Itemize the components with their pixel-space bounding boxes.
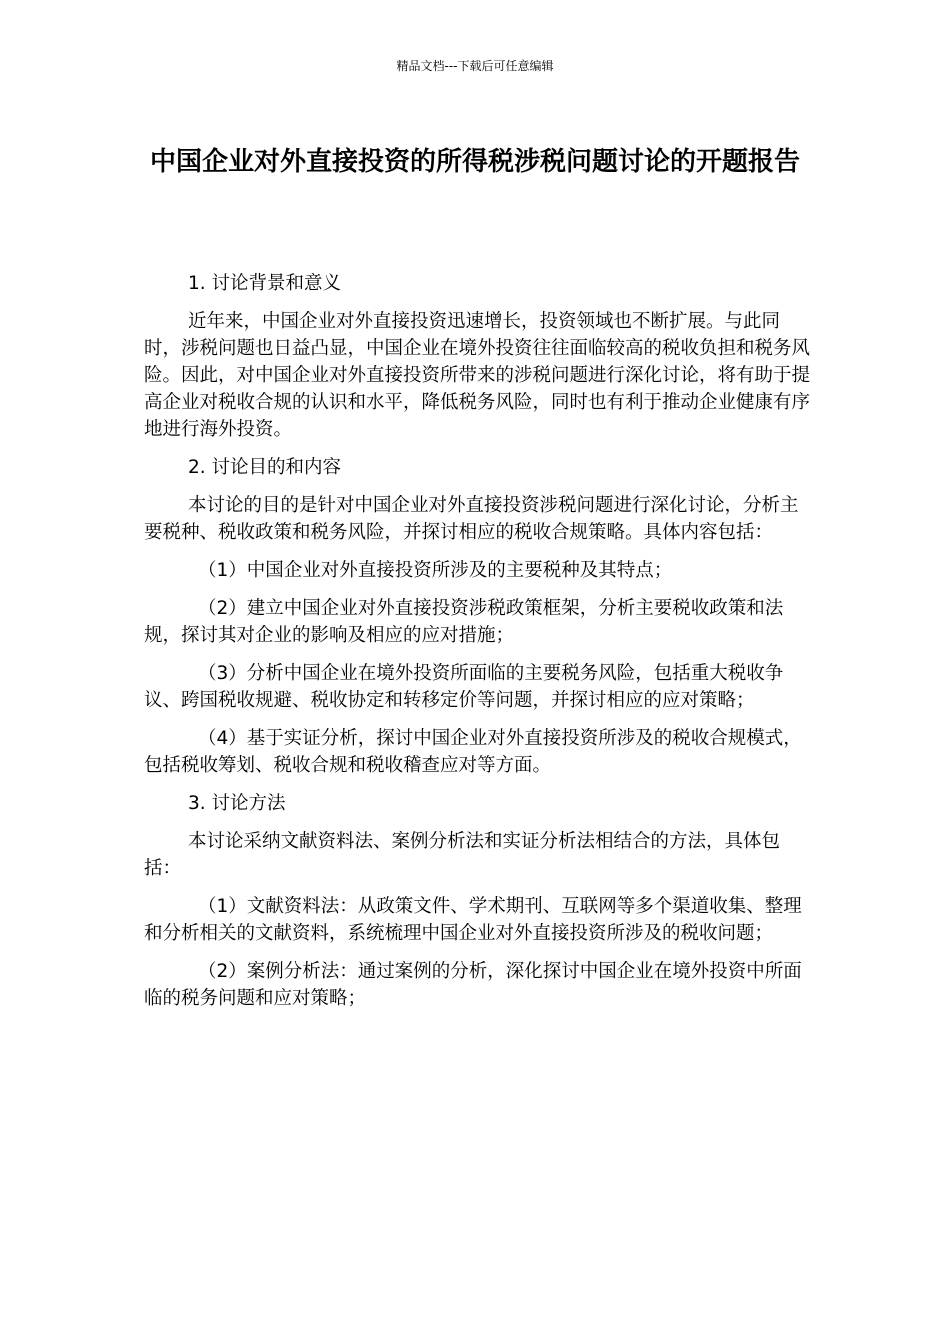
document-title: 中国企业对外直接投资的所得税涉税问题讨论的开题报告 xyxy=(149,147,800,177)
document-body xyxy=(144,270,816,1023)
section-heading-background: 1. 讨论背景和意义 xyxy=(188,273,342,294)
list-item: （1）文献资料法：从政策文件、学术期刊、互联网等多个渠道收集、整理和分析相关的文献资料，系统梳理中国企业对外直接投资所涉及的税收问题； xyxy=(144,896,802,944)
section-heading-purpose: 2. 讨论目的和内容 xyxy=(188,457,342,478)
list-item: （2）建立中国企业对外直接投资涉税政策框架，分析主要税收政策和法规，探讨其对企业的影响及相应的应对措施； xyxy=(144,598,784,646)
paragraph-background: 近年来，中国企业对外直接投资迅速增长，投资领域也不断扩展。与此同时，涉税问题也日益凸显，中国企业在境外投资往往面临较高的税收负担和税务风险。因此，对中国企业对外直接投资所带来的涉税问题进行深化讨论，将有助于提高企业对税收合规的认识和水平，降低税务风险，同时也有利于推动企业健康有序地进行海外投资。 xyxy=(144,311,811,440)
list-item: （1）中国企业对外直接投资所涉及的主要税种及其特点； xyxy=(198,560,673,581)
list-item: （3）分析中国企业在境外投资所面临的主要税务风险，包括重大税收争议、跨国税收规避、税收协定和转移定价等问题，并探讨相应的应对策略； xyxy=(144,663,784,711)
list-item: （2）案例分析法：通过案例的分析，深化探讨中国企业在境外投资中所面临的税务问题和应对策略； xyxy=(144,961,802,1009)
paragraph-purpose: 本讨论的目的是针对中国企业对外直接投资涉税问题进行深化讨论，分析主要税种、税收政策和税务风险，并探讨相应的税收合规策略。具体内容包括： xyxy=(144,495,799,543)
paragraph-method: 本讨论采纳文献资料法、案例分析法和实证分析法相结合的方法，具体包括： xyxy=(144,831,781,879)
list-item: （4）基于实证分析，探讨中国企业对外直接投资所涉及的税收合规模式，包括税收筹划、税收合规和税收稽查应对等方面。 xyxy=(144,728,802,776)
section-heading-method: 3. 讨论方法 xyxy=(188,793,286,814)
header-note: 精品文档---下载后可任意编辑 xyxy=(396,59,554,73)
